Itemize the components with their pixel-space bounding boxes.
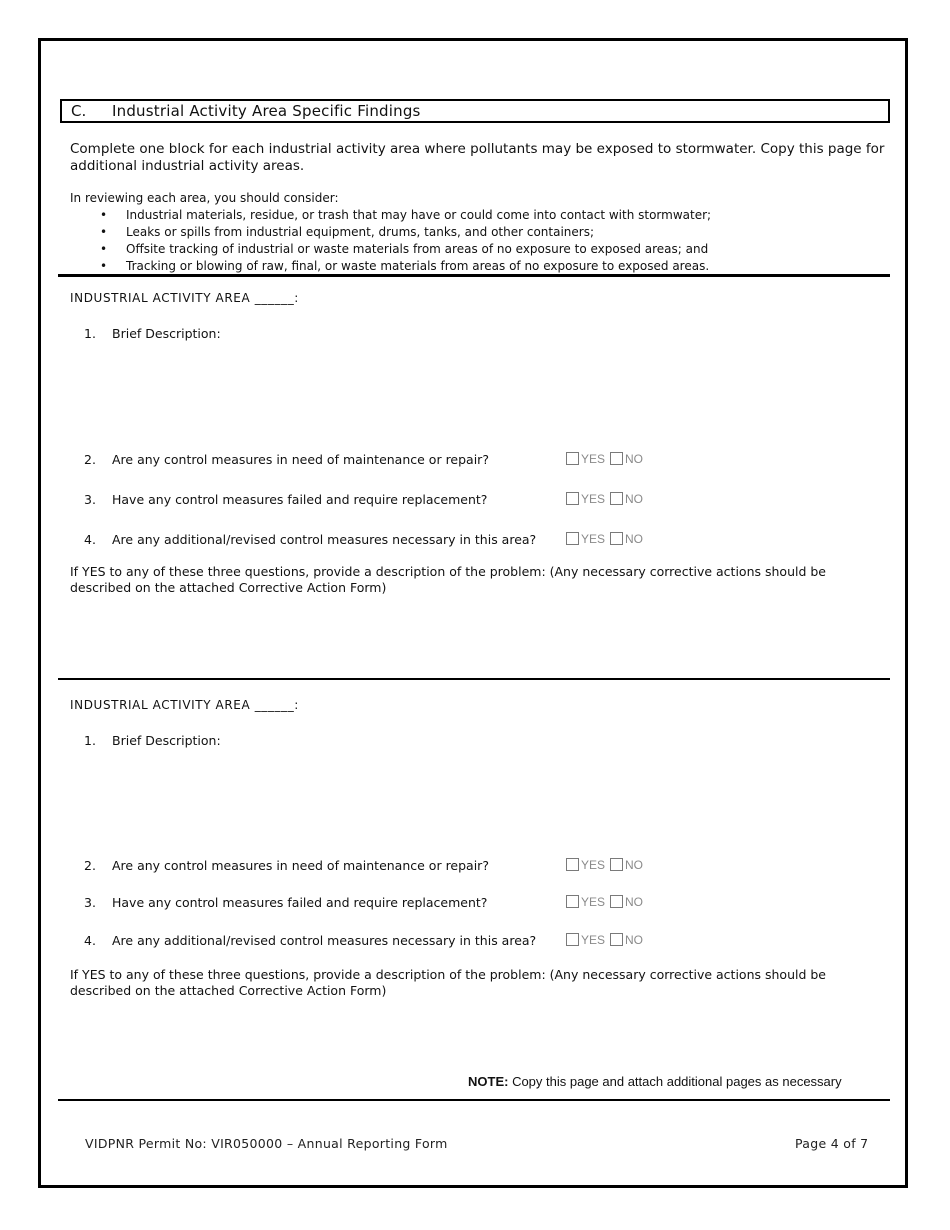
- list-item: • Leaks or spills from industrial equipment, drums, tanks, and other containers;: [100, 225, 594, 239]
- area-1-question-3: 3. Have any control measures failed and require replacement?: [84, 492, 488, 507]
- yes-checkbox[interactable]: [566, 452, 579, 465]
- bullet-icon: •: [100, 259, 108, 273]
- yes-checkbox[interactable]: [566, 492, 579, 505]
- section-title: Industrial Activity Area Specific Findings: [112, 102, 421, 120]
- note-text: NOTE: Copy this page and attach additional pages as necessary: [468, 1074, 842, 1089]
- area-1-q4-yes-no: YES NO: [566, 532, 643, 546]
- footer-page-number: Page 4 of 7: [795, 1136, 869, 1151]
- area-1-question-2: 2. Are any control measures in need of maintenance or repair?: [84, 452, 489, 467]
- list-item: • Industrial materials, residue, or trash that may have or could come into contact with stormwater;: [100, 208, 712, 222]
- list-item: • Offsite tracking of industrial or waste materials from areas of no exposure to exposed areas; and: [100, 242, 709, 256]
- divider: [58, 274, 890, 277]
- area-2-if-yes-text: If YES to any of these three questions, provide a description of the problem: (Any necessary corrective actions should be described on the attached Corrective Action Form): [70, 967, 826, 998]
- bullet-icon: •: [100, 225, 108, 239]
- consider-list: [70, 207, 890, 275]
- bullet-icon: •: [100, 208, 108, 222]
- area-1-question-1: 1. Brief Description:: [84, 326, 221, 341]
- area-1-question-4: 4. Are any additional/revised control measures necessary in this area?: [84, 532, 537, 547]
- yes-checkbox[interactable]: [566, 532, 579, 545]
- no-checkbox[interactable]: [610, 895, 623, 908]
- area-2-question-4: 4. Are any additional/revised control measures necessary in this area?: [84, 933, 537, 948]
- area-2-question-3: 3. Have any control measures failed and require replacement?: [84, 895, 488, 910]
- area-2-question-2: 2. Are any control measures in need of maintenance or repair?: [84, 858, 489, 873]
- yes-checkbox[interactable]: [566, 895, 579, 908]
- area-2-q4-yes-no: YES NO: [566, 933, 643, 947]
- no-checkbox[interactable]: [610, 858, 623, 871]
- no-checkbox[interactable]: [610, 933, 623, 946]
- list-item: • Tracking or blowing of raw, final, or waste materials from areas of no exposure to exposed areas.: [100, 259, 710, 273]
- note-label: NOTE:: [468, 1074, 509, 1089]
- no-checkbox[interactable]: [610, 532, 623, 545]
- area-2-label: INDUSTRIAL ACTIVITY AREA ______:: [70, 698, 299, 712]
- section-letter: C.: [71, 102, 87, 120]
- area-1-q3-yes-no: YES NO: [566, 492, 643, 506]
- divider: [58, 1099, 890, 1101]
- area-2-q3-yes-no: YES NO: [566, 895, 643, 909]
- intro-text: Complete one block for each industrial activity area where pollutants may be exposed to stormwater. Copy this page for additional industrial activity areas.: [70, 141, 885, 174]
- area-1-if-yes-text: If YES to any of these three questions, provide a description of the problem: (Any necessary corrective actions should be described on the attached Corrective Action Form): [70, 564, 826, 595]
- no-checkbox[interactable]: [610, 452, 623, 465]
- no-checkbox[interactable]: [610, 492, 623, 505]
- section-header: [60, 99, 890, 123]
- area-1-label: INDUSTRIAL ACTIVITY AREA ______:: [70, 291, 299, 305]
- bullet-icon: •: [100, 242, 108, 256]
- area-2-q2-yes-no: YES NO: [566, 858, 643, 872]
- area-2-question-1: 1. Brief Description:: [84, 733, 221, 748]
- consider-text: In reviewing each area, you should consider:: [70, 191, 339, 205]
- yes-checkbox[interactable]: [566, 858, 579, 871]
- footer-form-id: VIDPNR Permit No: VIR050000 – Annual Reporting Form: [85, 1136, 448, 1151]
- yes-checkbox[interactable]: [566, 933, 579, 946]
- divider: [58, 678, 890, 680]
- area-1-q2-yes-no: YES NO: [566, 452, 643, 466]
